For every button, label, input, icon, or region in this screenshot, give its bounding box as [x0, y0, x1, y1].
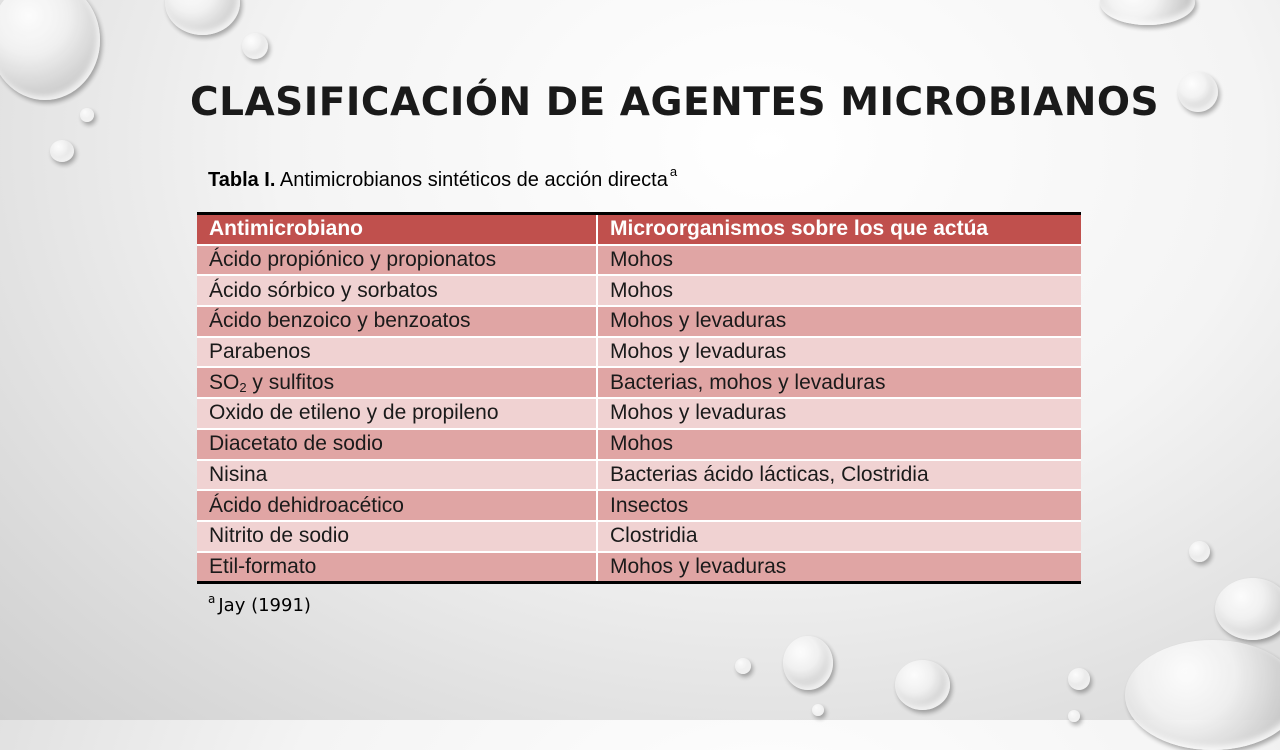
microorganisms-cell: Bacterias ácido lácticas, Clostridia — [597, 460, 1081, 491]
table-row — [197, 552, 1081, 583]
so2-subscript: 2 — [239, 379, 247, 395]
antimicrobial-cell: Nitrito de sodio — [197, 521, 597, 552]
table-row — [197, 275, 1081, 306]
antimicrobial-cell-so2 — [197, 367, 597, 398]
microorganisms-cell: Bacterias, mohos y levaduras — [597, 367, 1081, 398]
water-drop-decoration — [1068, 668, 1090, 690]
microorganisms-cell: Mohos — [597, 245, 1081, 276]
antimicrobial-cell: Ácido benzoico y benzoatos — [197, 306, 597, 337]
water-drop-decoration — [1215, 578, 1280, 640]
antimicrobial-cell: Etil-formato — [197, 552, 597, 583]
water-drop-decoration — [735, 658, 751, 674]
water-drop-decoration — [165, 0, 240, 35]
table-row — [197, 490, 1081, 521]
footnote-mark: a — [208, 592, 216, 606]
water-drop-decoration — [1125, 640, 1280, 750]
table-footnote — [208, 592, 311, 616]
water-drop-decoration — [1068, 710, 1080, 722]
antimicrobial-table — [197, 212, 1081, 584]
table-row — [197, 306, 1081, 337]
antimicrobial-cell: Ácido sórbico y sorbatos — [197, 275, 597, 306]
table-row — [197, 337, 1081, 368]
table-row — [197, 521, 1081, 552]
table-caption — [208, 164, 677, 192]
water-drop-decoration — [783, 636, 833, 690]
so2-text: SO2 y sulfitos — [209, 370, 335, 395]
microorganisms-cell: Mohos — [597, 429, 1081, 460]
table-caption-label: Tabla I. — [208, 169, 276, 191]
microorganisms-cell: Mohos y levaduras — [597, 398, 1081, 429]
microorganisms-cell: Mohos y levaduras — [597, 552, 1081, 583]
water-drop-decoration — [50, 140, 74, 162]
antimicrobial-cell: Nisina — [197, 460, 597, 491]
water-drop-decoration — [812, 704, 824, 716]
microorganisms-cell: Insectos — [597, 490, 1081, 521]
water-drop-decoration — [0, 0, 100, 100]
antimicrobial-cell: Oxido de etileno y de propileno — [197, 398, 597, 429]
water-drop-decoration — [1178, 72, 1218, 112]
slide-title: CLASIFICACIÓN DE AGENTES MICROBIANOS — [190, 80, 1160, 125]
footnote-text: Jay (1991) — [218, 595, 311, 616]
table-caption-note-mark: a — [669, 164, 678, 179]
antimicrobial-cell: Ácido propiónico y propionatos — [197, 245, 597, 276]
microorganisms-cell: Mohos y levaduras — [597, 306, 1081, 337]
antimicrobial-cell: Ácido dehidroacético — [197, 490, 597, 521]
table-row — [197, 245, 1081, 276]
table-row — [197, 398, 1081, 429]
table-row — [197, 367, 1081, 398]
table-row — [197, 429, 1081, 460]
microorganisms-cell: Clostridia — [597, 521, 1081, 552]
table-row — [197, 460, 1081, 491]
column-header-antimicrobial: Antimicrobiano — [197, 214, 597, 245]
microorganisms-cell: Mohos y levaduras — [597, 337, 1081, 368]
water-drop-decoration — [1100, 0, 1195, 25]
antimicrobial-cell: Diacetato de sodio — [197, 429, 597, 460]
water-drop-decoration — [242, 33, 268, 59]
column-header-microorganisms: Microorganismos sobre los que actúa — [597, 214, 1081, 245]
water-drop-decoration — [895, 660, 950, 710]
water-drop-decoration — [1189, 541, 1210, 562]
table-header-row — [197, 214, 1081, 245]
microorganisms-cell: Mohos — [597, 275, 1081, 306]
table-caption-text: Antimicrobianos sintéticos de acción directa — [279, 169, 668, 191]
antimicrobial-cell: Parabenos — [197, 337, 597, 368]
water-drop-decoration — [80, 108, 94, 122]
